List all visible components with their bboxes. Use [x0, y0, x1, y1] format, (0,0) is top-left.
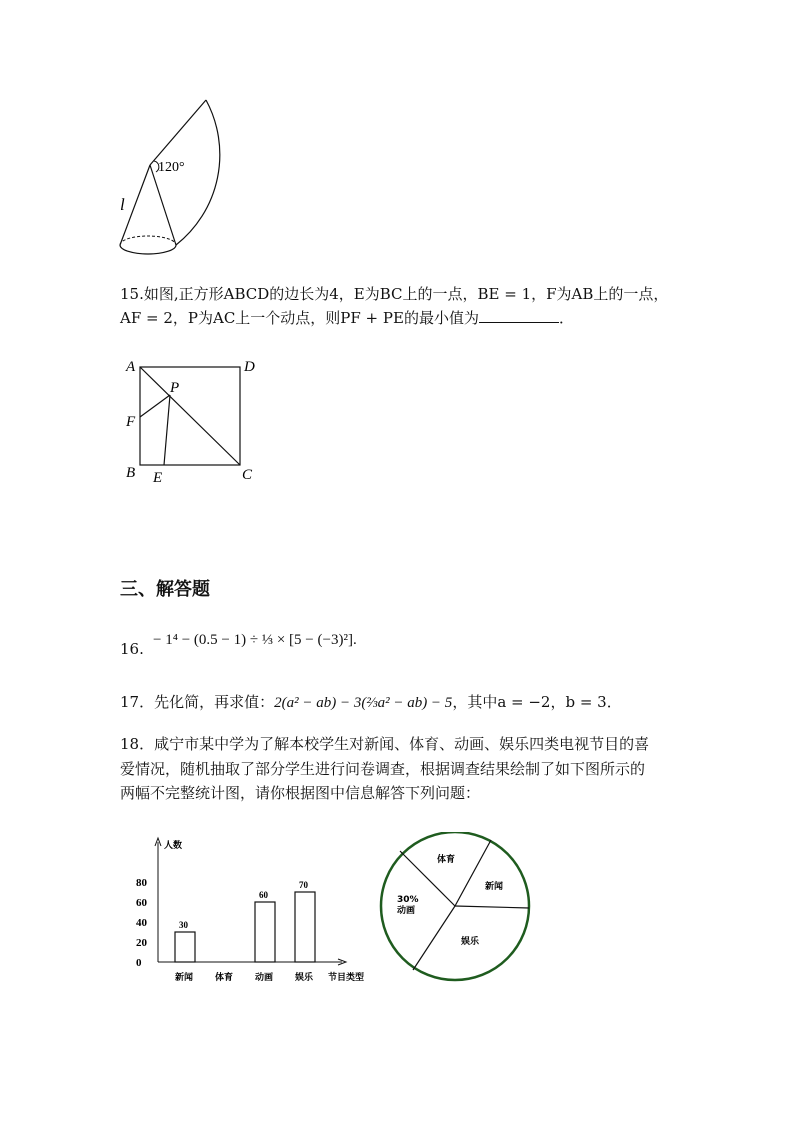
label-p: P — [170, 380, 180, 396]
bar-data-label: 60 — [259, 890, 268, 900]
y-axis-label: 人数 — [164, 841, 183, 851]
sector-radius — [150, 100, 206, 165]
x-category-label: 新闻 — [175, 973, 194, 983]
slant-label: l — [120, 195, 125, 214]
y-tick-label: 0 — [136, 957, 142, 969]
bar-chart — [130, 830, 380, 990]
diagonal-ac — [140, 367, 240, 465]
angle-label: 120° — [158, 160, 185, 175]
q15-line2-text: AF = 2，P为AC上一个动点，则PF + PE的最小值为 — [120, 309, 479, 327]
bar-data-label: 30 — [179, 920, 188, 930]
q15-line2 — [120, 305, 574, 331]
q15-line1: 15.如图,正方形ABCD的边长为4，E为BC上的一点，BE = 1，F为AB上的一点， — [120, 285, 669, 303]
q16-end: . — [352, 632, 357, 648]
x-category-label: 体育 — [215, 973, 234, 983]
q17-expression: 2(a² − ab) − 3(⅔a² − ab) − 5 — [274, 695, 453, 711]
bar-2 — [255, 902, 275, 962]
cone-base-front — [120, 245, 176, 254]
pie-label-xinwen: 新闻 — [485, 882, 504, 892]
x-category-label: 动画 — [255, 973, 274, 983]
q17-tail: ，其中a = −2，b = 3． — [452, 693, 622, 711]
q16-expression — [153, 627, 357, 653]
pie-label-donghua: 动画 — [397, 906, 416, 916]
section-heading: 三、解答题 — [120, 579, 210, 600]
y-tick-label: 40 — [136, 917, 147, 929]
segment-pe — [164, 395, 170, 465]
y-tick-label: 20 — [136, 937, 147, 949]
label-c: C — [242, 467, 253, 483]
cone-figure — [110, 95, 250, 265]
q18-line2: 爱情况，随机抽取了部分学生进行问卷调查，根据调查结果绘制了如下图所示的 — [120, 760, 646, 778]
q16-expr-text: − 1⁴ − (0.5 − 1) ÷ ⅓ × [5 − (−3)²] — [153, 632, 353, 648]
y-tick-label: 80 — [136, 877, 147, 889]
y-tick-label: 60 — [136, 897, 147, 909]
bar-3 — [295, 892, 315, 962]
cone-slant-right — [150, 165, 176, 245]
label-f: F — [126, 414, 136, 430]
segment-pf — [140, 395, 170, 417]
label-e: E — [153, 470, 163, 486]
pie-label-yule: 娱乐 — [461, 937, 480, 947]
label-b: B — [126, 465, 136, 481]
label-a: A — [126, 359, 136, 375]
pie-chart — [375, 832, 535, 992]
q17-lead: 17．先化简，再求值： — [120, 693, 275, 711]
q15-answer-blank — [479, 308, 559, 323]
label-d: D — [244, 359, 255, 375]
cone-base-back — [120, 236, 176, 245]
x-axis-label: 节目类型 — [328, 973, 365, 983]
bar-0 — [175, 932, 195, 962]
x-category-label: 娱乐 — [295, 973, 314, 983]
pie-label-tiyu: 体育 — [437, 855, 456, 865]
q18-line3: 两幅不完整统计图，请你根据图中信息解答下列问题： — [120, 784, 481, 802]
q15-line2-end: ． — [558, 309, 574, 327]
square-figure — [120, 355, 265, 490]
pie-pct-donghua: 30% — [397, 895, 419, 905]
q18-line1: 18．咸宁市某中学为了解本校学生对新闻、体育、动画、娱乐四类电视节目的喜 — [120, 735, 650, 753]
q16-number: 16. — [120, 640, 144, 658]
q17-line — [120, 689, 622, 716]
bar-data-label: 70 — [299, 880, 308, 890]
